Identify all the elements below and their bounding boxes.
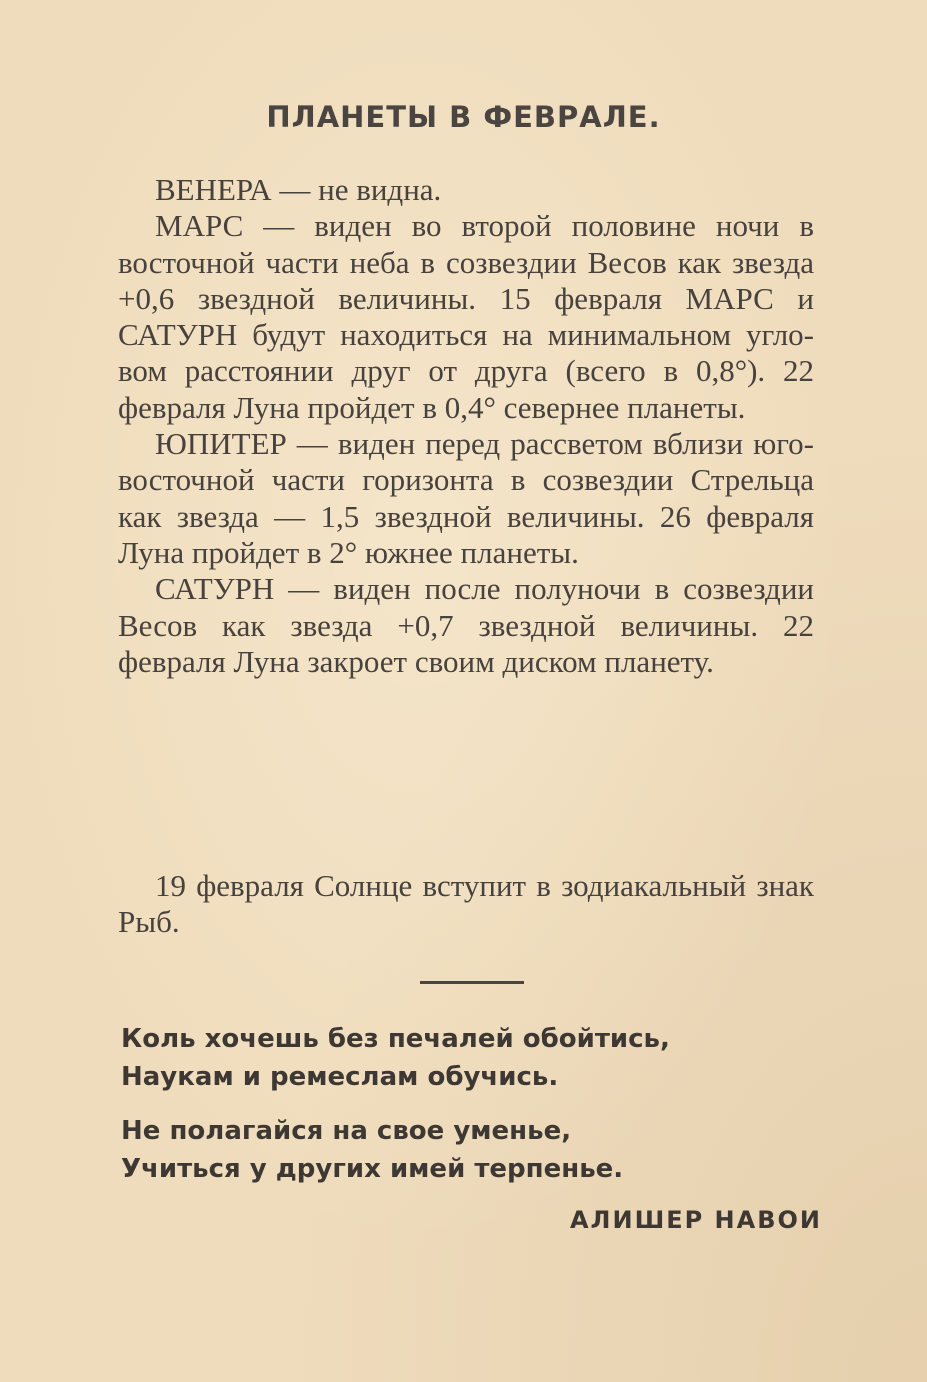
poem-line: Коль хочешь без печалей обойтись,	[121, 1024, 670, 1054]
paragraph-saturn: САТУРН — виден после полуночи в созвездии Весов как звезда +0,7 звездной величины. 22 февраля Луна закроет своим диском планету.	[118, 571, 814, 679]
poem-line: Не полагайся на свое уменье,	[121, 1116, 572, 1146]
paragraph-mars: МАРС — виден во второй половине ночи в восточной части неба в созвездии Весов как звезда +0,6 звездной величины. 15 февраля МАРС и САТУРН будут находиться на минимальном угловом расстоянии друг от друга (всего в 0,8°). 22 февраля Луна пройдет в 0,4° севернее планеты.	[118, 208, 814, 425]
poem-author: АЛИШЕР НАВОИ	[569, 1206, 822, 1234]
poem-stanza-2	[121, 1112, 841, 1188]
poem-line: Учиться у других имей терпенье.	[121, 1154, 624, 1184]
paragraph-jupiter: ЮПИТЕР — виден перед рассветом вблизи юго-восточной части горизонта в созвездии Стрельца как звезда — 1,5 звездной величины. 26 февраля Луна пройдет в 2° южнее планеты.	[118, 426, 814, 570]
planets-article	[118, 172, 814, 680]
zodiac-note-block	[118, 868, 814, 941]
zodiac-note: 19 февраля Солнце вступит в зодиакальный знак Рыб.	[118, 868, 814, 940]
page-title: ПЛАНЕТЫ В ФЕВРАЛЕ.	[266, 100, 661, 134]
poem-stanza-1	[121, 1020, 841, 1096]
poem-line: Наукам и ремеслам обучись.	[121, 1062, 559, 1092]
paragraph-venus: ВЕНЕРА — не видна.	[155, 172, 442, 207]
divider-rule	[420, 981, 524, 984]
